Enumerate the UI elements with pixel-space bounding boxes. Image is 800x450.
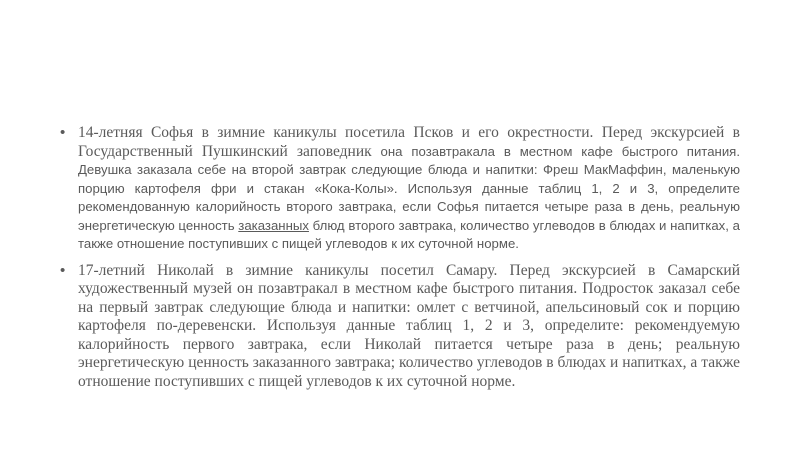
task-text-serif: 14-летняя Софья в зимние каникулы посетила Псков и его окрестности. Перед экскурсией в Государственный Пушкинский заповедник <box>78 124 740 160</box>
task-text-serif: 17-летний Николай в зимние каникулы посетил Самару. Перед экскурсией в Самарский художественный музей он позавтракал в местном кафе быстрого питания. Подросток заказал себе на первый завтрак следующие блюда и напитки: омлет с ветчиной, апельсиновый сок и порцию картофеля по-деревенски. Используя данные таблиц 1, 2 и 3, определите: рекомендуемую калорийность первого завтрака, если Николай питается четыре раза в день; реальную энергетическую ценность заказанного завтрака; количество углеводов в блюдах и напитках, а также отношение поступивших с пищей углеводов к их суточной норме. <box>78 261 740 390</box>
bullet-list <box>60 124 740 391</box>
task-text-sans: она позавтракала в местном кафе быстрого питания. Девушка заказала себе на второй завтрак следующие блюда и напитки: Фреш МакМаффин, маленькую порцию картофеля фри и стакан «Кока-Колы». Используя данные таблиц 1, 2 и 3, определите рекомендованную калорийность второго завтрака, если Софья питается четыре раза в день, реальную энергетическую ценность <box>78 143 740 233</box>
bullet-dot: • <box>60 124 66 141</box>
bullet-dot: • <box>60 261 66 279</box>
task-text-sans-end: блюд второго завтрака, количество углеводов в блюдах и напитках, а также отношение поступивших с пищей углеводов к их суточной норме. <box>78 217 740 251</box>
bullet-item-sofya <box>60 124 740 254</box>
underlined-word: заказанных <box>238 217 309 233</box>
bullet-item-nikolai <box>60 262 740 392</box>
